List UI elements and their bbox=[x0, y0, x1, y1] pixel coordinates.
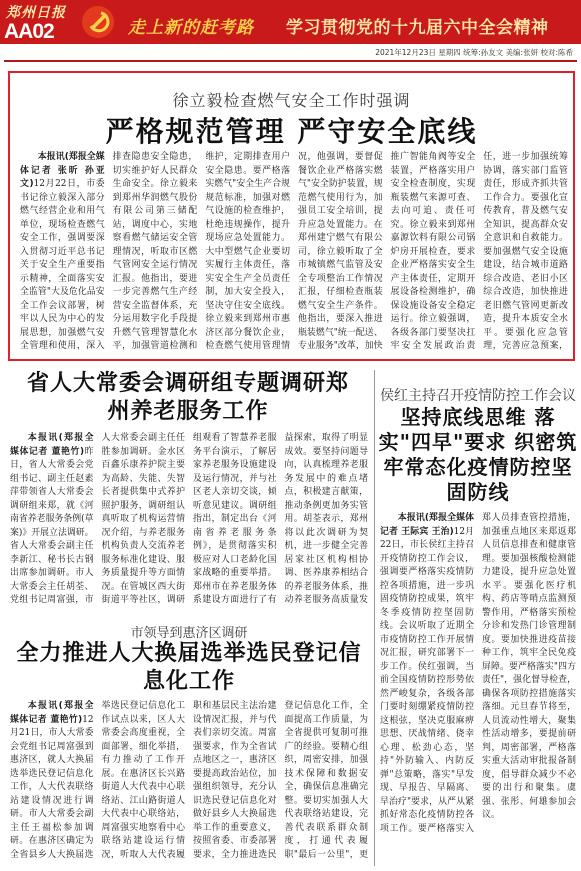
article-headline: 坚持底线思维 落实"四早"要求 织密筑牢常态化疫情防控坚固防线 bbox=[378, 405, 578, 504]
dateline-text: 2021年12月23日 星期四 统筹:孙友文 美编:张妍 校对:陈希 bbox=[375, 48, 573, 57]
dateline bbox=[0, 44, 581, 60]
article-body bbox=[10, 432, 368, 610]
header-rule bbox=[4, 60, 577, 62]
article-text: 12月21日，市人大常委会党组书记周富强到惠济区，就人大换届选举选民登记信息化工作，人大代表联络站建设情况进行调研。市人大常委会副主任王福松参加调研。在惠济区确定为全省县乡人大换届选举选民登记信息化工作试点以来，区人大常委会高度重视，全面部署，细化举措，有力推动了工作开展。在惠济区长兴路街道人大代表中心联络站、江山路街道人大代表中心联络站，周富强实地察看中心联络站建设运行情况，听取人大代表履职和基层民主法治建设情况汇报，并与代表们亲切交流。周富强要求，作为全省试点地区之一，惠济区要提高政治站位，加强组织领导，充分认识选民登记信息化对做好县乡人大换届选举工作的重要意义，按照省委、市委部署要求，全力推进选民登记信息化工作，全面提高工作质量，为全省提供可复制可推广的经验。要精心组织，周密安排，加强技术保障和数据安全，确保信息准确完整。要切实加强人大代表联络站建设，完善代表联系群众制度，打通代表履职"最后一公里"，更 bbox=[10, 701, 368, 860]
article-body bbox=[10, 700, 368, 868]
party-emblem-icon bbox=[81, 4, 115, 40]
masthead bbox=[0, 0, 581, 44]
slogan-right: 学习贯彻党的十九届六中全会精神 bbox=[286, 18, 549, 38]
column-divider bbox=[374, 370, 375, 866]
article-gas-safety bbox=[8, 71, 575, 361]
article-kicker: 侯红主持召开疫情防控工作会议 bbox=[380, 388, 576, 404]
article-body bbox=[380, 512, 576, 867]
article-byline: 本报讯(郑报全媒体记者 董艳竹) bbox=[10, 701, 94, 725]
slogan-left: 走上新的赶考路 bbox=[128, 18, 254, 38]
article-headline: 全力推进人大换届选举选民登记信息化工作 bbox=[16, 641, 362, 694]
article-body bbox=[20, 151, 568, 357]
article-headline: 严格规范管理 严守安全底线 bbox=[105, 115, 478, 148]
article-kicker: 市领导到惠济区调研 bbox=[130, 626, 248, 641]
article-byline: 本报讯(郑报全媒体记者 王际宾 王治) bbox=[380, 513, 474, 537]
article-text: 昨日，省人大常委会党组书记、副主任赵素萍带领省人大常委会调研组来郑，就《河南省养老服务条例(草案)》开展立法调研。省人大常委会副主任李新江、秘书长古钢出席参加调研。市人大常委会主任胡荃、党组书记周富强，市人大常委会副主任任胜参加调研。金水区百鑫乐康养护院主要为高龄、失能、失智长者提供集中式养护照护服务，调研组认真听取了机构运营情况介绍，与养老服务机构负责人交流养老服务标准化建设、服务质量提升等方面情况。在管城区西大街街道平等社区，调研组观看了智慧养老服务平台演示，了解居家养老服务设施建设及运行情况，并与社区老人亲切交谈，倾听意见建议。调研组指出，制定出台《河南省养老服务条例》，是贯彻落实积极应对人口老龄化国家战略的重要举措。郑州市在养老服务体系建设方面进行了有益探索，取得了明显成效。要坚持问题导向，认真梳理养老服务发展中的难点堵点，积极建言献策，推动条例更加务实管用。胡荃表示，郑州将以此次调研为契机，进一步健全完善居家社区机构相协调、医养康养相结合的养老服务体系，推动养老服务高质量发 bbox=[10, 433, 368, 605]
article-text: 12月22日，市长侯红主持召开疫情防控工作会议，强调要严格落实疫情防控各项措施，进一步巩固疫情防控成果，筑牢冬季疫情防控坚固防线。会议听取了近期全市疫情防控工作开展情况汇报，研究部署下一步工作。侯红强调，当前全国疫情防控形势依然严峻复杂，各级各部门要时刻绷紧疫情防控这根弦，坚决克服麻痹思想、厌战情绪、侥幸心理、松劲心态，坚持"外防输入、内防反弹"总策略，落实"早发现、早报告、早隔离、早治疗"要求，从严从紧抓好常态化疫情防控各项工作。要严格落实入郑人员排查管控措施，加强重点地区来郑返郑人员信息排查和健康管理。要加强核酸检测能力建设，提升应急处置水平。要强化医疗机构、药店等哨点监测预警作用，严格落实预检分诊和发热门诊管理制度。要加快推进疫苗接种工作，筑牢全民免疫屏障。要严格落实"四方责任"，强化督导检查，确保各项防控措施落实落细。元旦春节将至，人员流动性增大，聚集性活动增多，要提前研判，周密部署，严格落实重大活动审批报备制度，倡导群众减少不必要的出行和聚集。虞强、张彤、何雄参加会议。 bbox=[380, 513, 576, 834]
article-byline: 本报讯(郑报全媒体记者 董艳竹) bbox=[10, 433, 94, 457]
article-kicker: 徐立毅检查燃气安全工作时强调 bbox=[172, 91, 411, 110]
article-byline: 本报讯(郑报全媒体记者 张昕 孙亚文) bbox=[20, 152, 105, 189]
newspaper-logo: 郑州日报 bbox=[6, 5, 66, 21]
article-headline: 省人大常委会调研组专题调研郑州养老服务工作 bbox=[26, 371, 349, 424]
article-text: 12月22日，市委书记徐立毅深入部分燃气经营企业和用气单位，现场检查燃气安全工作，强调要深入贯彻习近平总书记关于安全生产重要指示精神，全面落实安全监管"大及危化品安全工作会议部署，树牢以人民为中心的发展思想，加强燃气安全管理和使用，深入排查隐患安全隐患，切实维护好人民群众生命安全。徐立毅来到郑州华润燃气股份有限公司第三储配站，调度中心，实地察看燃气储运安全管理情况，听取市区燃气管网安全运行情况汇报。他指出，要进一步完善燃气生产经营安全监督体系，充分运用数字化手段提升燃气管理智慧化水平，加强管道检测和维护，定期排查用户安全隐患。要严格落实燃气"安全生产合规规范标准，加强对燃气设施的检查维护，杜绝违规操作，提升现场应急处置能力。大中型燃气企业要切实履行主体责任，落实安全生产全员责任制，加大安全投入，坚决守住安全底线。徐立毅来到郑州市惠济区部分餐饮企业，检查燃气使用管理情况，他强调，要督促餐饮企业严格落实燃气"安全防护装置，规范燃气使用行为，加强员工安全培训，提升应急处置能力。在郑州建宁燃气有限公司，徐立毅听取了全市城镇燃气监管及安全专项整治工作情况汇报，仔细检查瓶装燃气安全生产条件。他指出，要深入推进瓶装燃气"统一配送、专业服务"改革，加快推广智能角阀等安全装置，严格落实用户安全检查制度，实现瓶装燃气来源可查、去向可追、责任可究。徐立毅来到郑州嘉源饮料有限公司锅炉房开展检查，要求企业严格落实安全生产主体责任，定期开展设备检测维护，确保设施设备安全稳定运行。徐立毅强调，各级各部门要坚决扛牢安全发展政治责任，进一步加强统筹协调，落实部门监管责任，形成齐抓共管工作合力。要强化宣传教育，普及燃气安全知识，提高群众安全意识和自救能力。要加强燃气安全设施建设，结合城市道路综合改造、老旧小区综合改造，加快推进老旧燃气管网更新改造，提升本质安全水平。要强化应急管理，完善应急预案， bbox=[20, 152, 568, 351]
page-code: AA02 bbox=[4, 20, 54, 43]
